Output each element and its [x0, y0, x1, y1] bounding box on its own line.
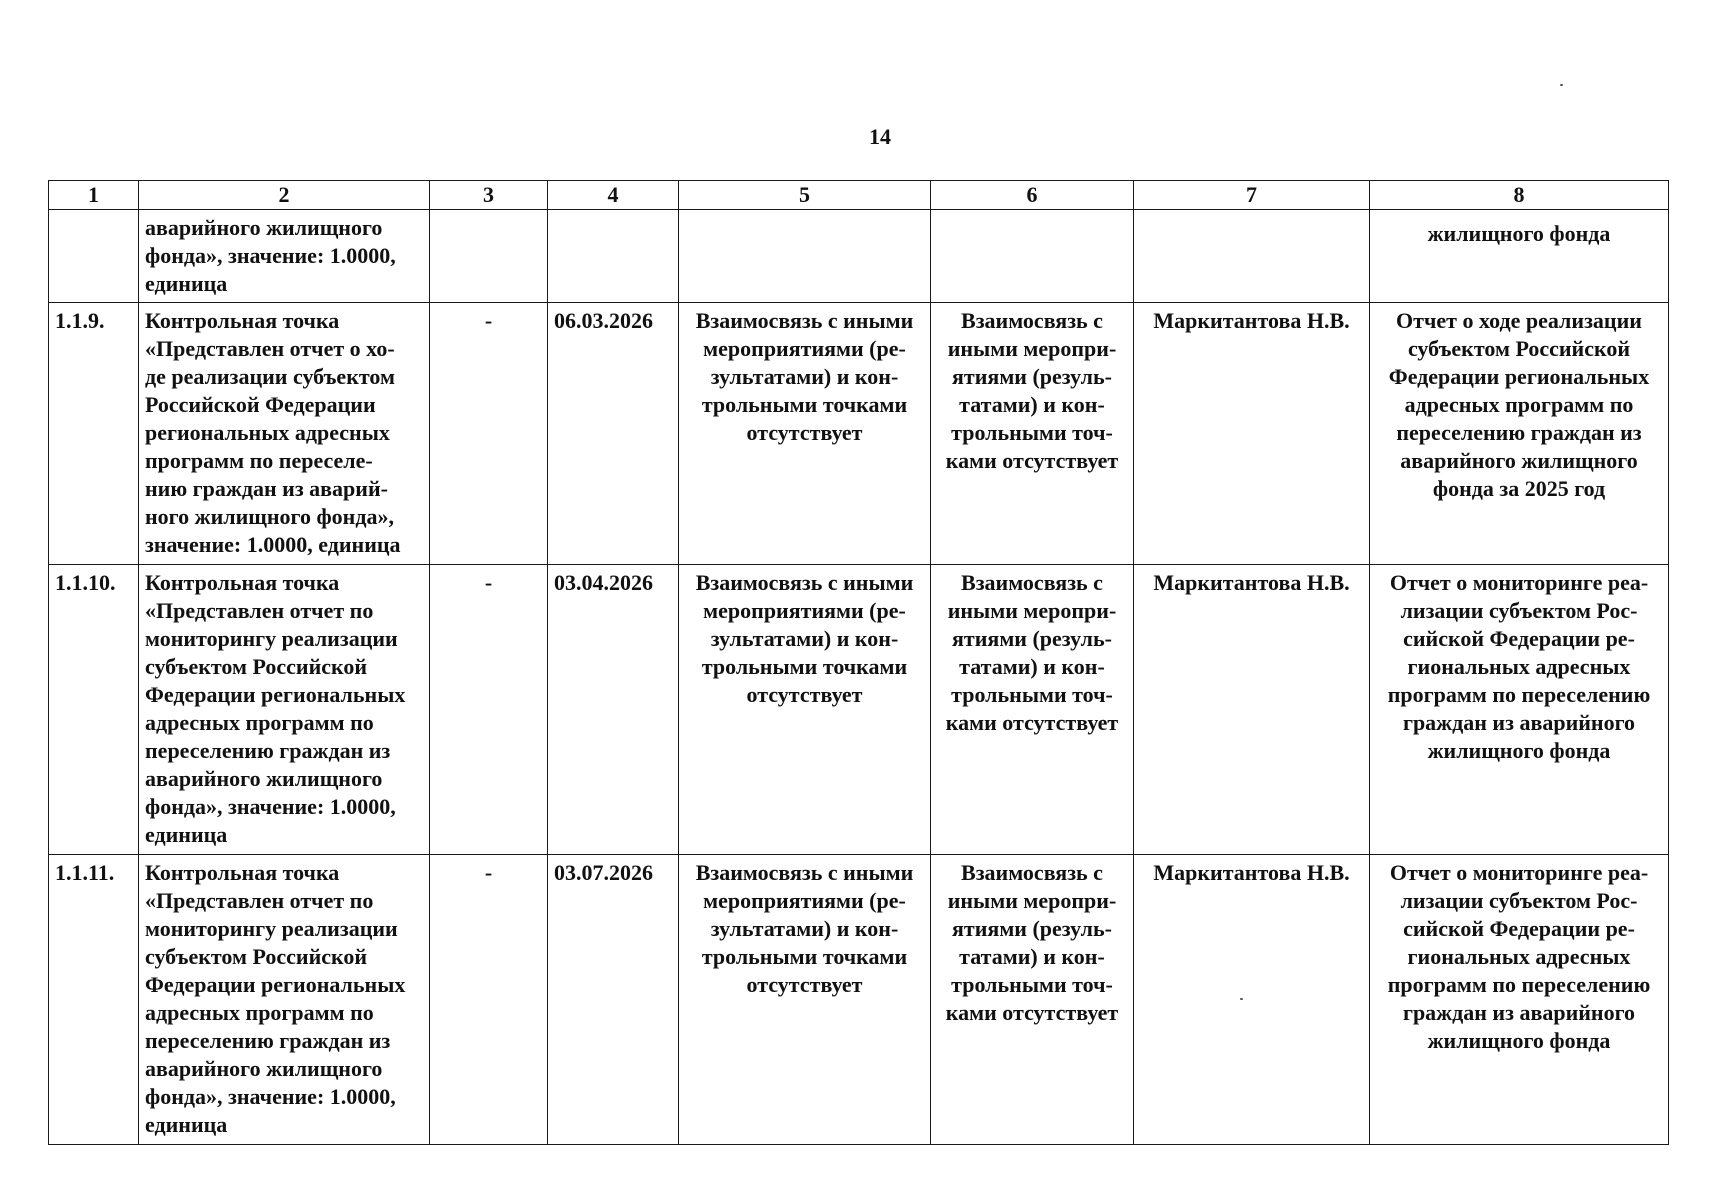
row-number: 1.1.9. — [49, 303, 139, 565]
due-date: 06.03.2026 — [548, 303, 679, 565]
links-with-results: Взаимосвязь с иными мероприятиями (ре- зультатами) и кон- трольными точками отсутствует — [679, 565, 931, 855]
responsible-person — [1134, 210, 1370, 303]
row-number — [49, 210, 139, 303]
table-row — [49, 210, 1669, 303]
table-header-row — [49, 181, 1669, 210]
column-header: 5 — [679, 181, 931, 210]
result-document: Отчет о мониторинге реа- лизации субъектом Рос- сийской Федерации ре- гиональных адресных программ по переселению граждан из аварийного жилищного фонда — [1370, 855, 1669, 1145]
column-header: 2 — [139, 181, 430, 210]
column-3-value — [430, 210, 548, 303]
column-header: 6 — [931, 181, 1134, 210]
due-date: 03.04.2026 — [548, 565, 679, 855]
row-number: 1.1.10. — [49, 565, 139, 855]
column-3-value: - — [430, 303, 548, 565]
responsible-person: Маркитантова Н.В. — [1134, 855, 1370, 1145]
links-with-results — [679, 210, 931, 303]
control-point-name: Контрольная точка «Представлен отчет о хо- де реализации субъектом Российской Федерации региональных адресных программ по переселе- нию граждан из аварий- ного жилищного фонда», значение: 1.0000, единица — [139, 303, 430, 565]
links-with-results: Взаимосвязь с иными мероприятиями (ре- зультатами) и кон- трольными точками отсутствует — [679, 855, 931, 1145]
control-points-table — [48, 180, 1669, 1145]
links-with-control-points — [931, 210, 1134, 303]
scan-speck — [1560, 84, 1563, 86]
column-header: 3 — [430, 181, 548, 210]
result-document: Отчет о ходе реализации субъектом Российской Федерации региональных адресных программ по переселению граждан из аварийного жилищного фонда за 2025 год — [1370, 303, 1669, 565]
page-number: 14 — [869, 124, 891, 149]
result-document: жилищного фонда — [1370, 210, 1669, 303]
links-with-control-points: Взаимосвязь с иными меропри- ятиями (резуль- татами) и кон- трольными точ- ками отсутствует — [931, 303, 1134, 565]
column-header: 7 — [1134, 181, 1370, 210]
control-point-name: Контрольная точка «Представлен отчет по мониторингу реализации субъектом Российской Федерации региональных адресных программ по переселению граждан из аварийного жилищного фонда», значение: 1.0000, единица — [139, 855, 430, 1145]
column-header: 8 — [1370, 181, 1669, 210]
due-date: 03.07.2026 — [548, 855, 679, 1145]
table-row — [49, 565, 1669, 855]
links-with-control-points: Взаимосвязь с иными меропри- ятиями (резуль- татами) и кон- трольными точ- ками отсутствует — [931, 855, 1134, 1145]
column-3-value: - — [430, 855, 548, 1145]
column-header: 4 — [548, 181, 679, 210]
due-date — [548, 210, 679, 303]
table-row — [49, 303, 1669, 565]
table-row — [49, 855, 1669, 1145]
result-document: Отчет о мониторинге реа- лизации субъектом Рос- сийской Федерации ре- гиональных адресных программ по переселению граждан из аварийного жилищного фонда — [1370, 565, 1669, 855]
row-number: 1.1.11. — [49, 855, 139, 1145]
control-point-name: Контрольная точка «Представлен отчет по мониторингу реализации субъектом Российской Федерации региональных адресных программ по переселению граждан из аварийного жилищного фонда», значение: 1.0000, единица — [139, 565, 430, 855]
responsible-person: Маркитантова Н.В. — [1134, 303, 1370, 565]
links-with-control-points: Взаимосвязь с иными меропри- ятиями (резуль- татами) и кон- трольными точ- ками отсутствует — [931, 565, 1134, 855]
links-with-results: Взаимосвязь с иными мероприятиями (ре- зультатами) и кон- трольными точками отсутствует — [679, 303, 931, 565]
responsible-person: Маркитантова Н.В. — [1134, 565, 1370, 855]
control-point-name: аварийного жилищного фонда», значение: 1.0000, единица — [139, 210, 430, 303]
column-3-value: - — [430, 565, 548, 855]
column-header: 1 — [49, 181, 139, 210]
